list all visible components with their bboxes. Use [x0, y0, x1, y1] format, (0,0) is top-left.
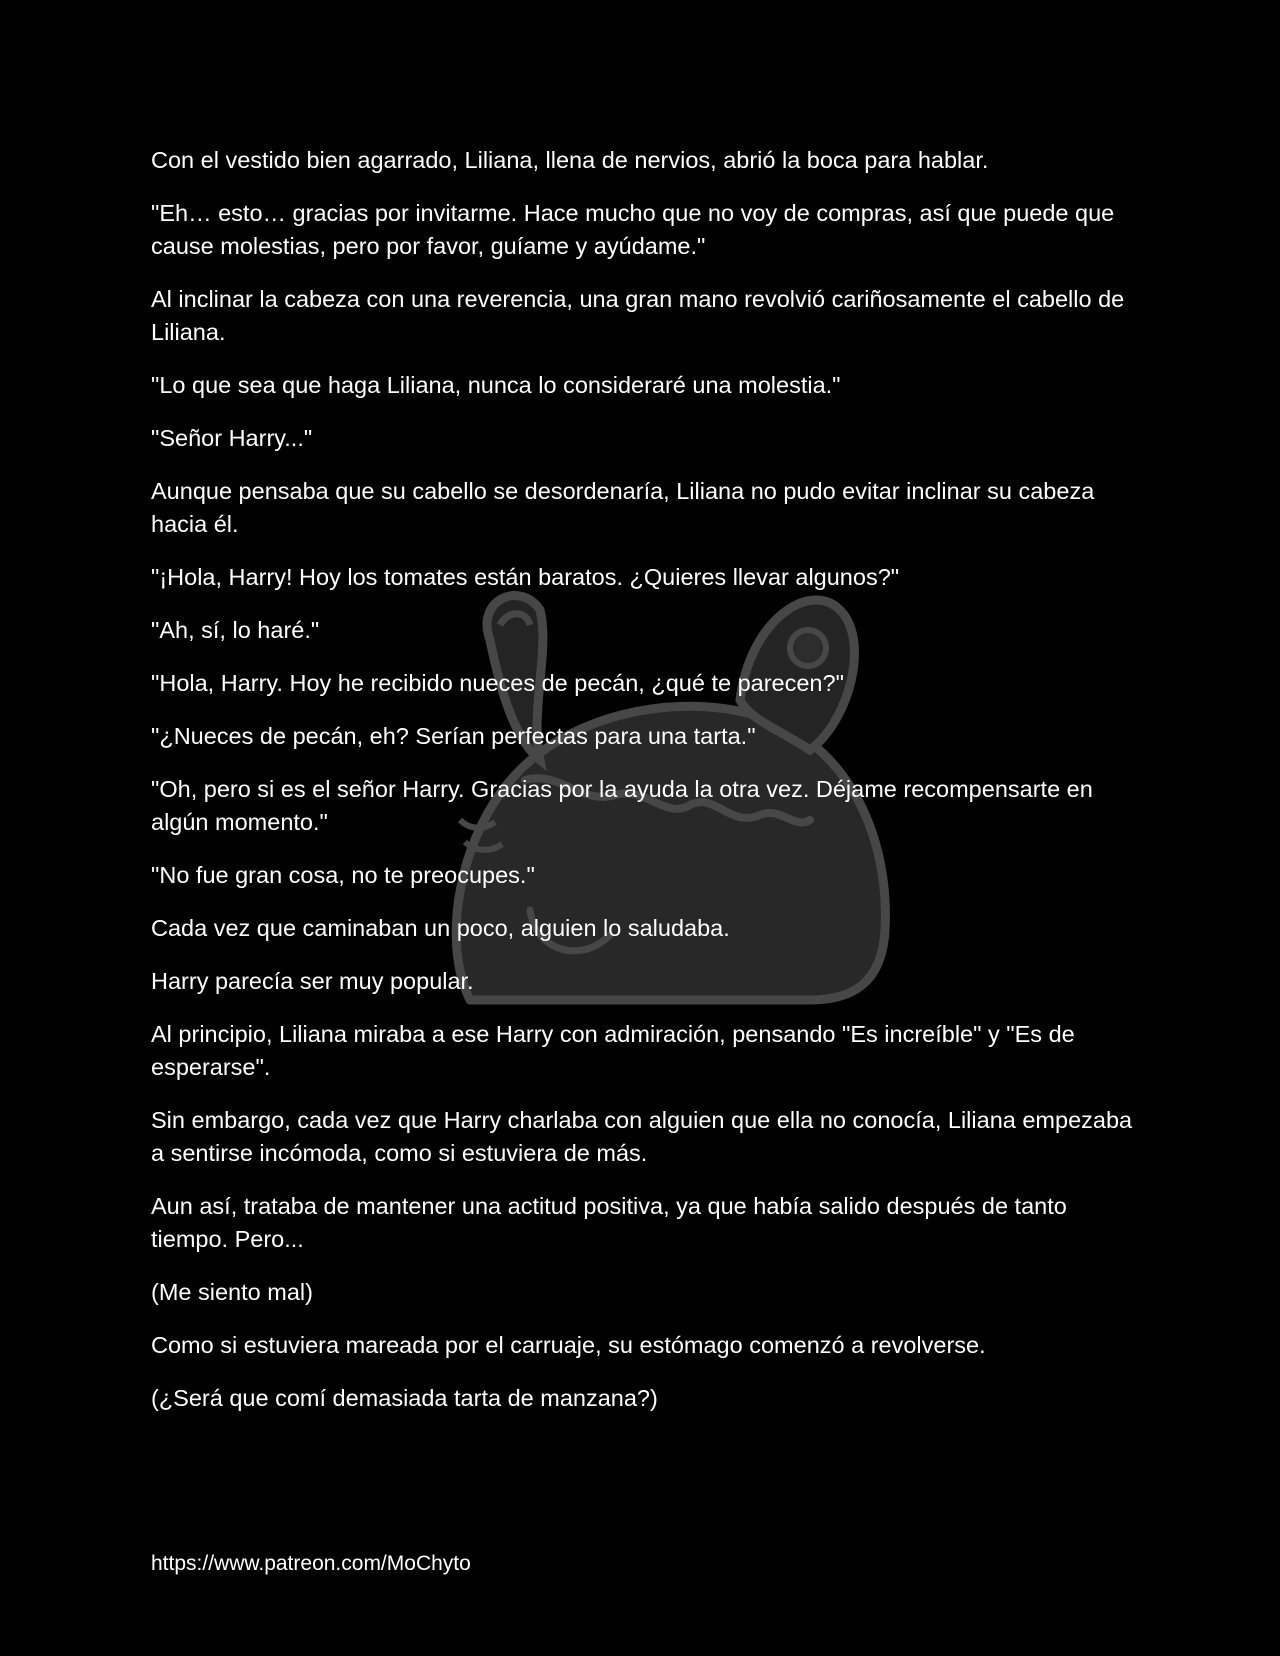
paragraph: (Me siento mal)	[151, 1279, 313, 1305]
paragraph: "Oh, pero si es el señor Harry. Gracias por la ayuda la otra vez. Déjame recompensarte en algún momento."	[151, 776, 1093, 835]
story-text	[151, 144, 1141, 1435]
paragraph: (¿Será que comí demasiada tarta de manzana?)	[151, 1385, 658, 1411]
paragraph: "¡Hola, Harry! Hoy los tomates están baratos. ¿Quieres llevar algunos?"	[151, 564, 900, 590]
paragraph: Cada vez que caminaban un poco, alguien lo saludaba.	[151, 915, 730, 941]
paragraph: "Eh… esto… gracias por invitarme. Hace mucho que no voy de compras, así que puede que cause molestias, pero por favor, guíame y ayúdame."	[151, 200, 1115, 259]
paragraph: Al inclinar la cabeza con una reverencia, una gran mano revolvió cariñosamente el cabello de Liliana.	[151, 286, 1125, 345]
paragraph: Aun así, trataba de mantener una actitud positiva, ya que había salido después de tanto tiempo. Pero...	[151, 1193, 1067, 1252]
paragraph: "Señor Harry..."	[151, 425, 313, 451]
paragraph: "No fue gran cosa, no te preocupes."	[151, 862, 535, 888]
paragraph: Como si estuviera mareada por el carruaje, su estómago comenzó a revolverse.	[151, 1332, 986, 1358]
paragraph: Con el vestido bien agarrado, Liliana, llena de nervios, abrió la boca para hablar.	[151, 147, 989, 173]
paragraph: "¿Nueces de pecán, eh? Serían perfectas para una tarta."	[151, 723, 756, 749]
paragraph: "Ah, sí, lo haré."	[151, 617, 320, 643]
paragraph: "Lo que sea que haga Liliana, nunca lo consideraré una molestia."	[151, 372, 841, 398]
paragraph: Al principio, Liliana miraba a ese Harry con admiración, pensando "Es increíble" y "Es de esperarse".	[151, 1021, 1075, 1080]
patreon-link[interactable]: https://www.patreon.com/MoChyto	[151, 1552, 471, 1575]
paragraph: Sin embargo, cada vez que Harry charlaba con alguien que ella no conocía, Liliana empezaba a sentirse incómoda, como si estuviera de más.	[151, 1107, 1133, 1166]
paragraph: Aunque pensaba que su cabello se desordenaría, Liliana no pudo evitar inclinar su cabeza hacia él.	[151, 478, 1095, 537]
paragraph: Harry parecía ser muy popular.	[151, 968, 474, 994]
paragraph: "Hola, Harry. Hoy he recibido nueces de pecán, ¿qué te parecen?"	[151, 670, 844, 696]
